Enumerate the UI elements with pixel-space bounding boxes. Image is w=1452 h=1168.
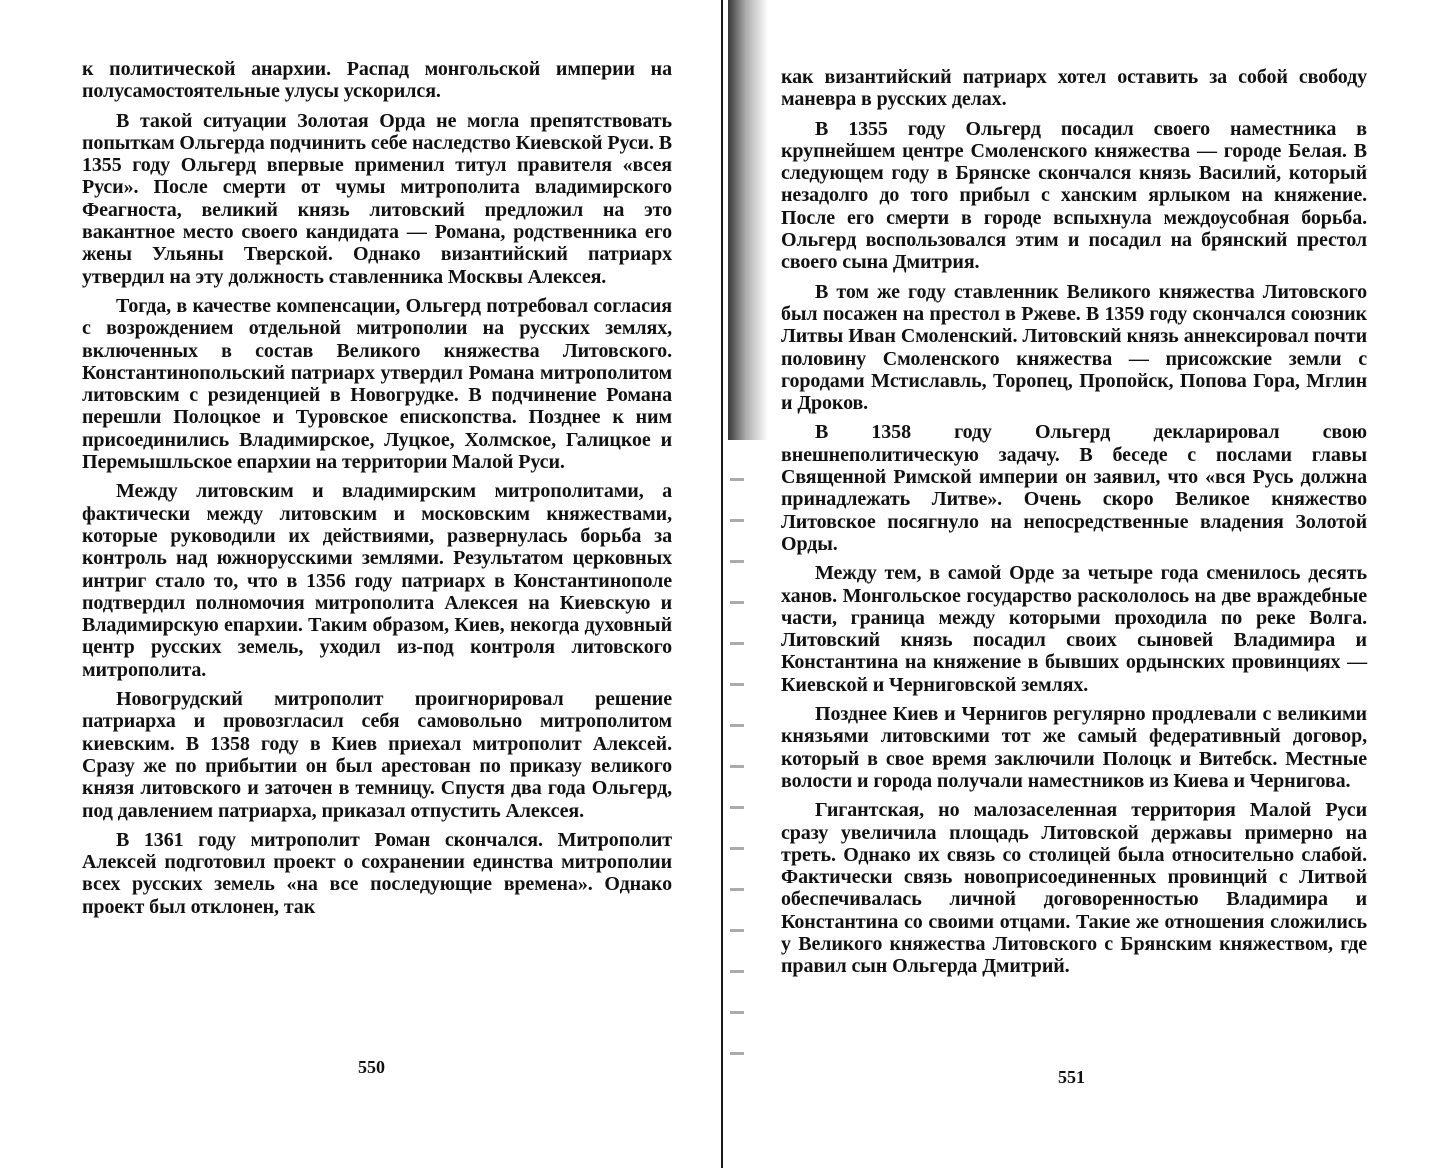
paragraph: Между литовским и владимирским митрополитами, а фактически между литовским и московским княжествами, которые руководили их действиями, развернулась борьба за контроль над южнорусскими землями. Результатом церковных интриг стало то, что в 1356 году патриарх в Константинополе подтвердил полномочия митрополита Алексея на Киевскую и Владимирскую епархии. Таким образом, Киев, некогда духовный центр русских земель, уходил из-под контроля литовского митрополита. [82, 480, 672, 681]
gutter-divider [721, 0, 723, 1168]
paragraph: Позднее Киев и Чернигов регулярно продлевали с великими князьями литовскими тот же самый федеративный договор, который в свое время заключили Полоцк и Витебск. Местные волости и города получали наместников из Киева и Чернигова. [781, 703, 1367, 792]
left-page-text [82, 58, 672, 925]
right-page [724, 0, 1452, 1168]
paragraph: В том же году ставленник Великого княжества Литовского был посажен на престол в Ржеве. В 1359 году скончался союзник Литвы Иван Смоленский. Литовский князь аннексировал почти половину Смоленского княжества — присожские земли с городами Мстиславль, Торопец, Пропойск, Попова Гора, Мглин и Дроков. [781, 280, 1367, 415]
right-page-text [781, 66, 1367, 985]
paragraph: Тогда, в качестве компенсации, Ольгерд потребовал согласия с возрождением отдельной митрополии на русских землях, включенных в состав Великого княжества Литовского. Константинопольский патриарх утвердил Романа митрополитом литовским с резиденцией в Новогрудке. В подчинение Романа перешли Полоцкое и Туровское епископства. Позднее к ним присоединились Владимирское, Луцкое, Холмское, Галицкое и Перемышльское епархии на территории Малой Руси. [82, 294, 672, 474]
paragraph: Между тем, в самой Орде за четыре года сменилось десять ханов. Монгольское государство раскололось на две враждебные части, граница между которыми проходила по реке Волга. Литовский князь посадил своих сыновей Владимира и Константина на княжение в бывших ордынских провинциях — Киевской и Черниговской землях. [781, 562, 1367, 696]
page-number: 550 [358, 1057, 385, 1077]
left-page [0, 0, 724, 1168]
paragraph: В 1358 году Ольгерд декларировал свою внешнеполитическую задачу. В беседе с послами главы Священной Римской империи он заявил, что «вся Русь должна принадлежать Литве». Очень скоро Великое княжество Литовское посягнуло на непосредственные владения Золотой Орды. [781, 421, 1367, 555]
paragraph: В 1355 году Ольгерд посадил своего наместника в крупнейшем центре Смоленского княжества — городе Белая. В следующем году в Брянске скончался князь Василий, который незадолго до того прибыл с ханским ярлыком на княжение. После его смерти в городе вспыхнула междоусобная борьба. Ольгерд воспользовался этим и посадил на брянский престол своего сына Дмитрия. [781, 117, 1367, 274]
paragraph: В такой ситуации Золотая Орда не могла препятствовать попыткам Ольгерда подчинить себе наследство Киевской Руси. В 1355 году Ольгерд впервые применил титул правителя «всея Руси». После смерти от чумы митрополита владимирского Феагноста, великий князь литовский предложил на это вакантное место своего кандидата — Романа, родственника его жены Ульяны Тверской. Однако византийский патриарх утвердил на эту должность ставленника Москвы Алексея. [82, 109, 672, 288]
page-number: 551 [1058, 1067, 1085, 1087]
paragraph: Новогрудский митрополит проигнорировал решение патриарха и провозгласил себя самовольно митрополитом киевским. В 1358 году в Киев приехал митрополит Алексей. Сразу же по прибытии он был арестован по приказу великого князя литовского и заточен в темницу. Спустя два года Ольгерд, под давлением патриарха, приказал отпустить Алексея. [82, 688, 672, 822]
paragraph: Гигантская, но малозаселенная территория Малой Руси сразу увеличила площадь Литовской державы примерно на треть. Однако их связь со столицей была относительно слабой. Фактически связь новоприсоединенных провинций с Литвой обеспечивалась личной договоренностью Владимира и Константина со своими отцами. Такие же отношения сложились у Великого княжества Литовского с Брянским княжеством, где правил сын Ольгерда Дмитрий. [781, 799, 1367, 978]
paragraph: к политической анархии. Распад монгольской империи на полусамостоятельные улусы ускорился. [82, 58, 672, 103]
paragraph: как византийский патриарх хотел оставить за собой свободу маневра в русских делах. [781, 66, 1367, 111]
paragraph: В 1361 году митрополит Роман скончался. Митрополит Алексей подготовил проект о сохранении единства митрополии всех русских земель «на все последующие времена». Однако проект был отклонен, так [82, 828, 672, 918]
